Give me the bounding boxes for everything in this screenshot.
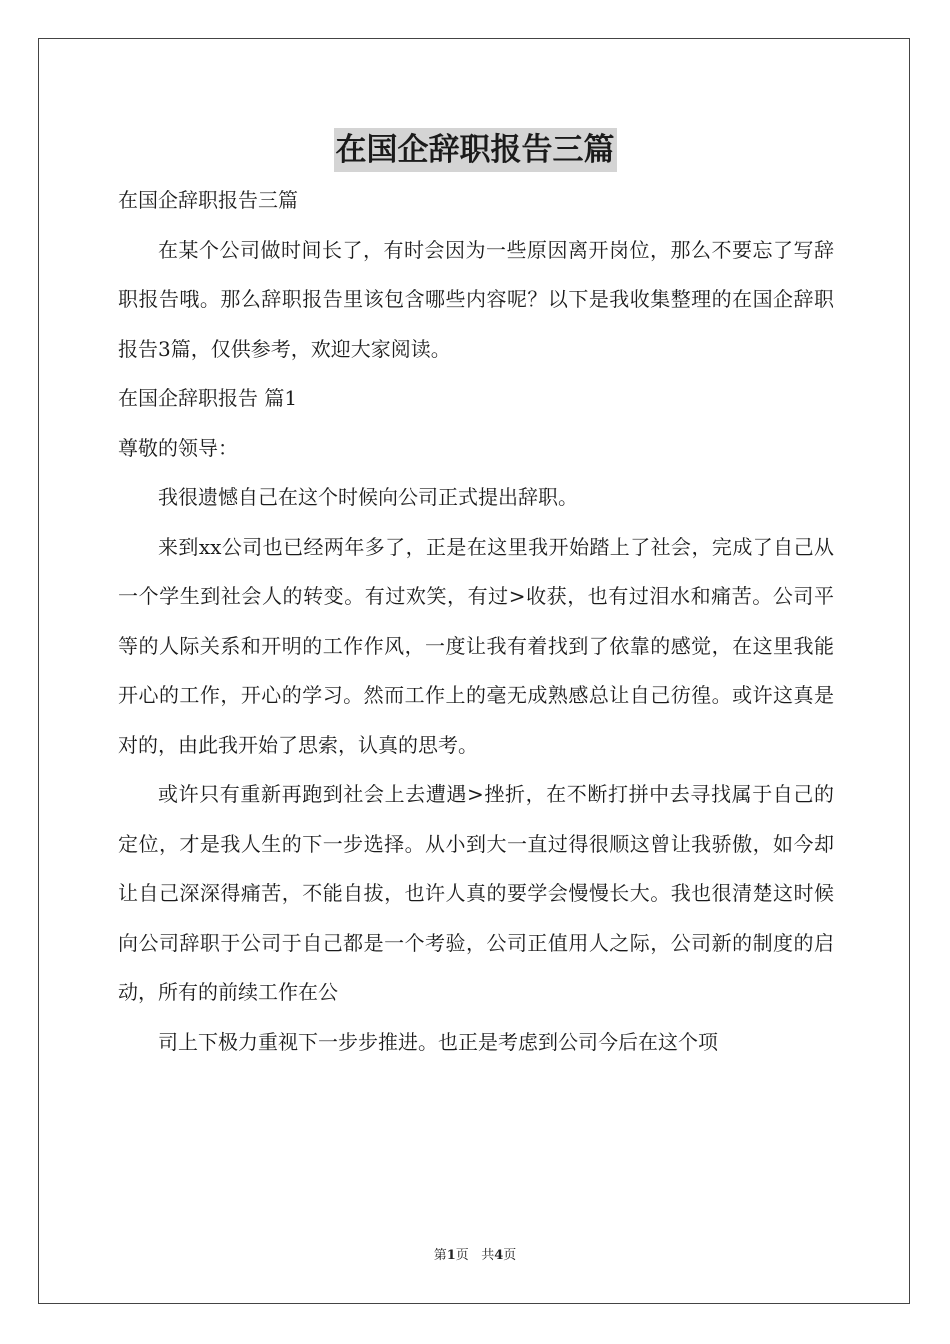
- salutation: 尊敬的领导：: [118, 435, 238, 460]
- page-footer: [0, 1247, 950, 1265]
- page-prefix: 第: [433, 1248, 447, 1263]
- document-title: 在国企辞职报告三篇: [334, 128, 617, 172]
- paragraph: 我很遗憾自己在这个时候向公司正式提出辞职。: [158, 485, 578, 509]
- document-body: [118, 176, 834, 1067]
- paragraph: 在国企辞职报告三篇: [118, 188, 298, 212]
- page-suffix: 页: [455, 1248, 469, 1263]
- page-total: 4: [494, 1248, 504, 1263]
- total-prefix: 共: [481, 1248, 495, 1263]
- paragraph: 司上下极力重视下一步步推进。也正是考虑到公司今后在这个项: [158, 1029, 718, 1054]
- section-heading: 在国企辞职报告 篇1: [118, 386, 298, 410]
- paragraph: 来到xx公司也已经两年多了，正是在这里我开始踏上了社会，完成了自己从一个学生到社会人的转变。有过欢笑，有过>收获，也有过泪水和痛苦。公司平等的人际关系和开明的工作作风，一度让我有着找到了依靠的感觉，在这里我能开心的工作，开心的学习。然而工作上的毫无成熟感总让自己彷徨。或许这真是对的，由此我开始了思索，认真的思考。: [118, 534, 834, 757]
- paragraph: 在某个公司做时间长了，有时会因为一些原因离开岗位，那么不要忘了写辞职报告哦。那么辞职报告里该包含哪些内容呢？以下是我收集整理的在国企辞职报告3篇，仅供参考，欢迎大家阅读。: [118, 237, 834, 361]
- page-current: 1: [446, 1248, 456, 1263]
- total-suffix: 页: [503, 1248, 517, 1263]
- title-container: [0, 128, 950, 172]
- paragraph: 或许只有重新再跑到社会上去遭遇>挫折，在不断打拼中去寻找属于自己的定位，才是我人生的下一步选择。从小到大一直过得很顺这曾让我骄傲，如今却让自己深深得痛苦，不能自拔，也许人真的要学会慢慢长大。我也很清楚这时候向公司辞职于公司于自己都是一个考验，公司正值用人之际，公司新的制度的启动，所有的前续工作在公: [118, 782, 834, 1004]
